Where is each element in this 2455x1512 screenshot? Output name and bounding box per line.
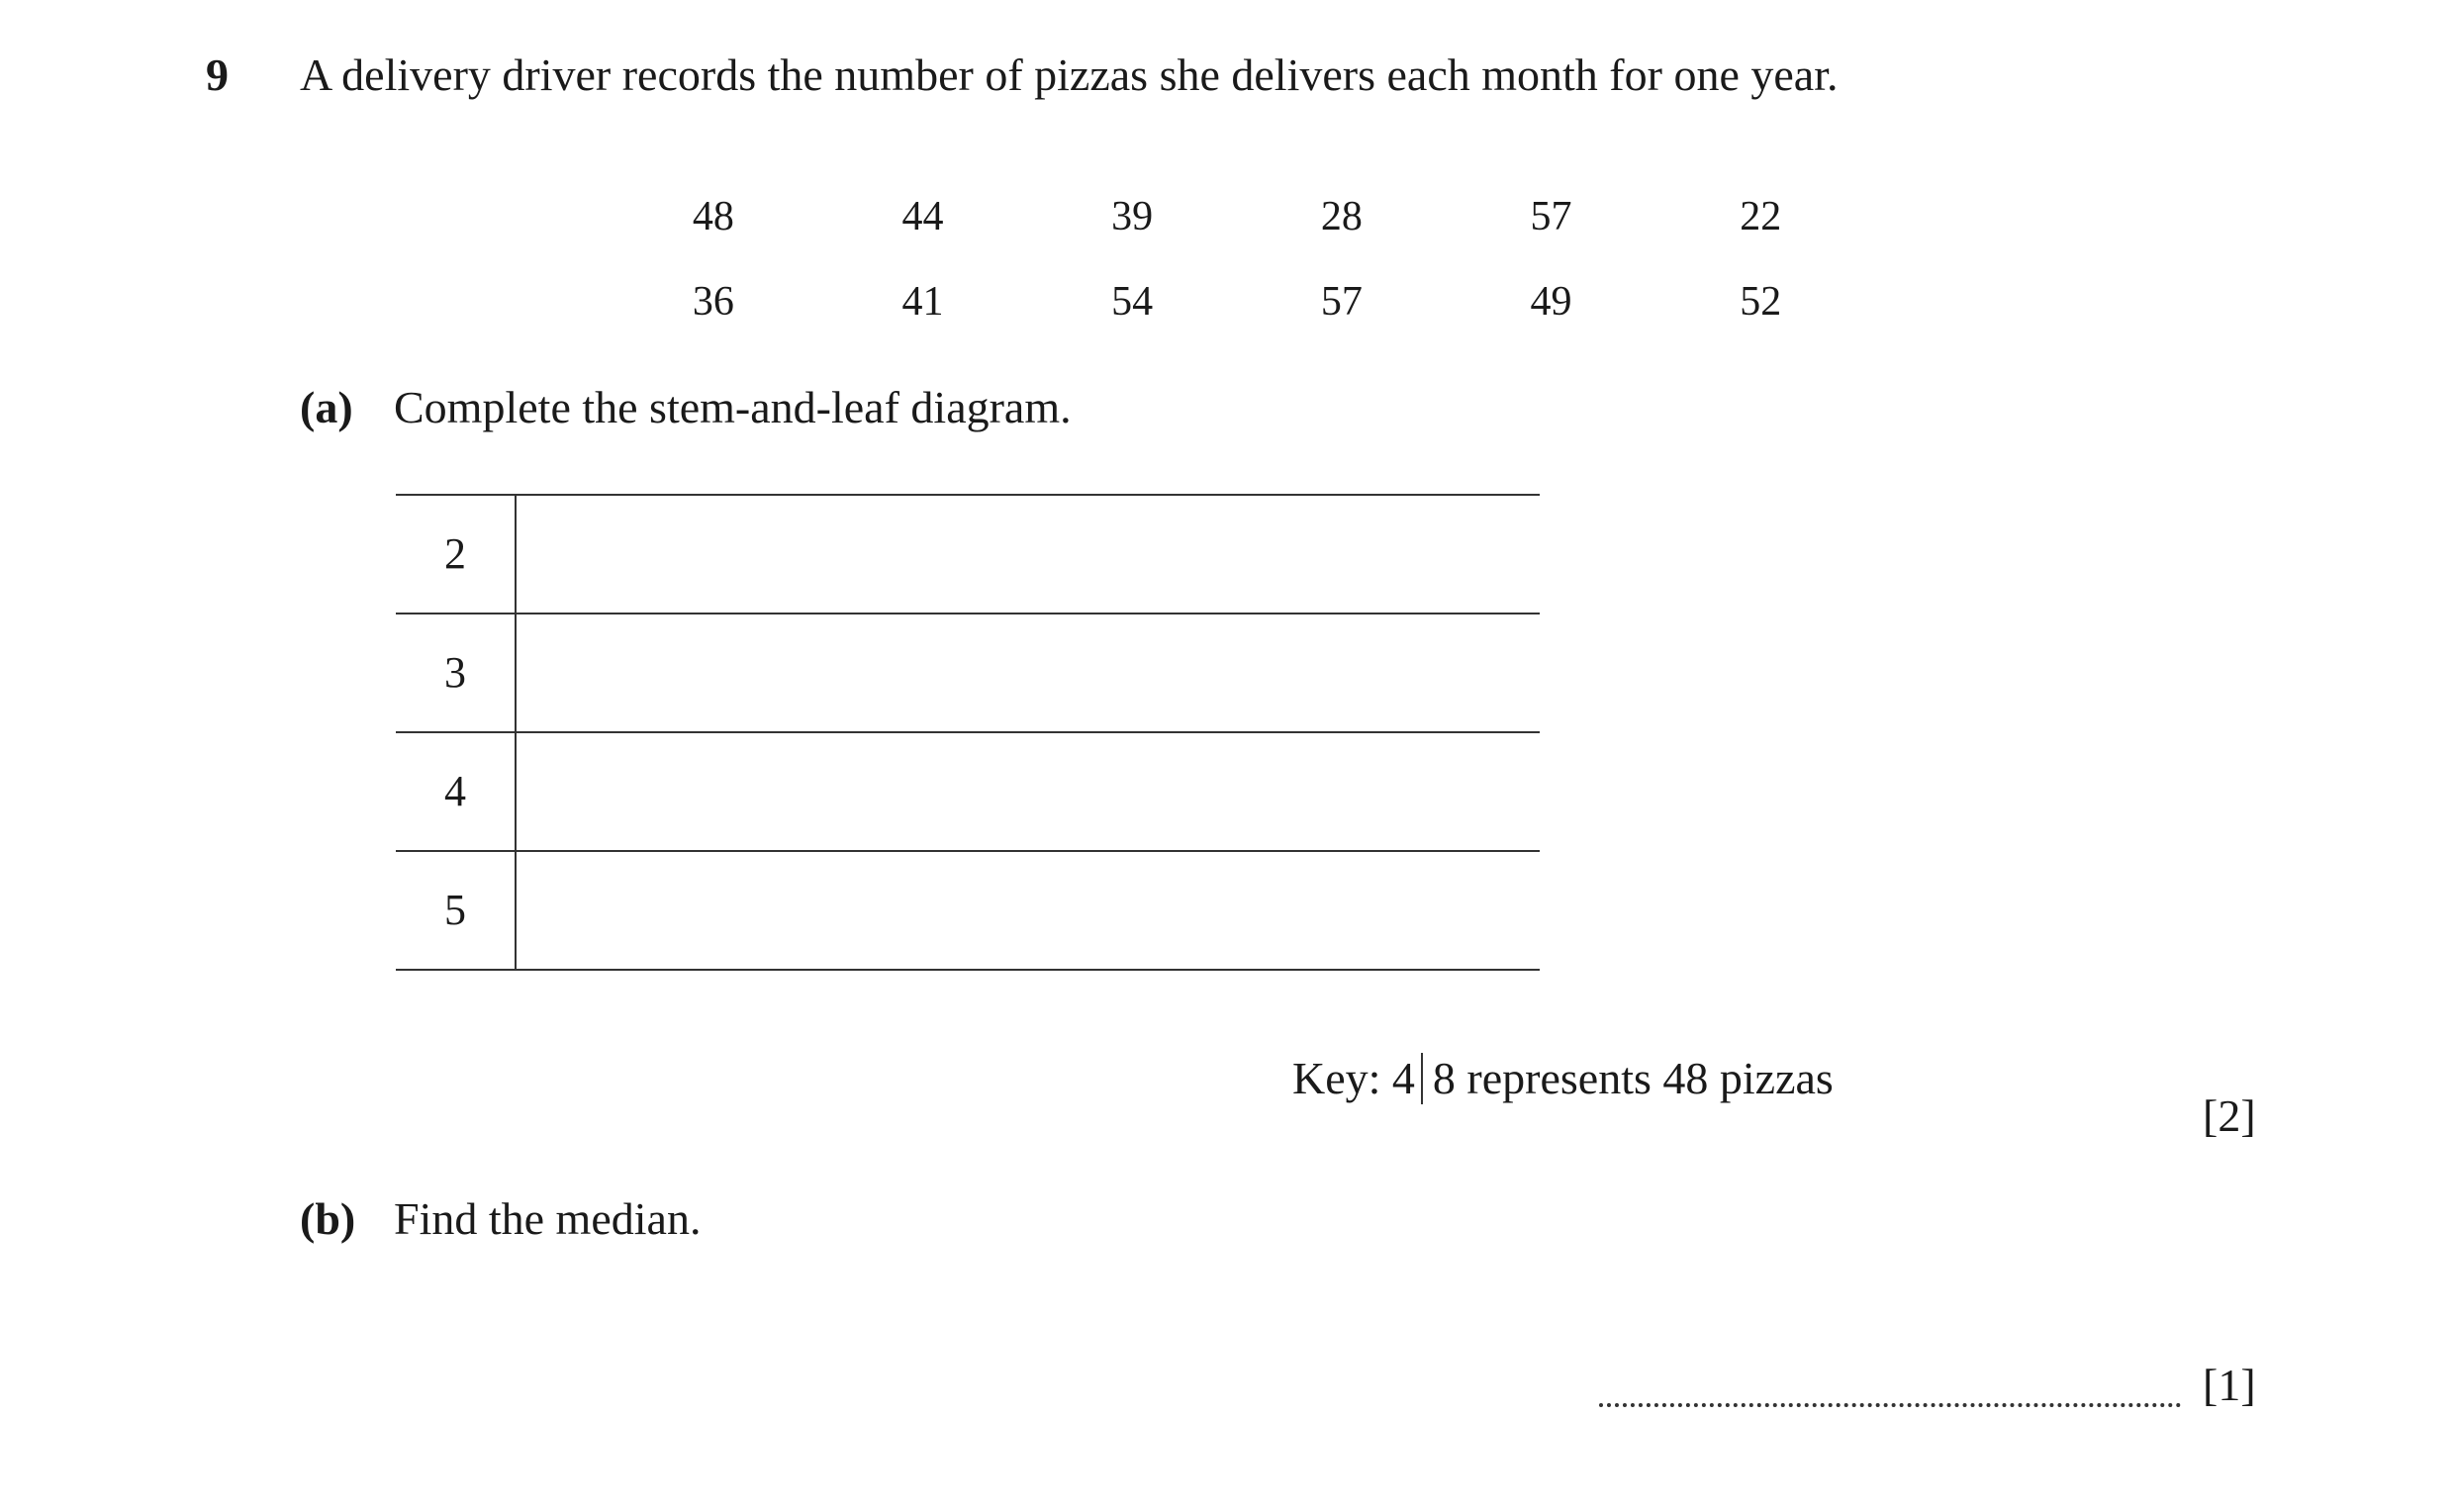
stem-row (396, 733, 1540, 852)
part-a-marks: [2] (2203, 1090, 2256, 1141)
data-value: 22 (1740, 194, 1782, 239)
data-value: 28 (1320, 194, 1363, 239)
question-number: 9 (206, 49, 229, 100)
median-answer-line[interactable] (1599, 1364, 2181, 1407)
data-row-1 (609, 174, 1865, 259)
leaves-answer-area[interactable] (517, 733, 1540, 850)
data-value: 41 (901, 279, 944, 325)
stem-and-leaf-diagram (396, 494, 1540, 971)
leaves-answer-area[interactable] (517, 496, 1540, 613)
stem-value: 5 (396, 852, 517, 969)
leaves-answer-area[interactable] (517, 852, 1540, 969)
stem-row (396, 496, 1540, 614)
leaves-answer-area[interactable] (517, 614, 1540, 731)
data-value: 36 (692, 279, 734, 325)
part-b-label: (b) (300, 1193, 356, 1244)
part-b-text: Find the median. (394, 1193, 702, 1244)
part-b-marks: [1] (2203, 1360, 2256, 1410)
data-value: 39 (1111, 194, 1154, 239)
data-values-grid (609, 174, 1865, 344)
stem-row (396, 614, 1540, 733)
data-row-2 (609, 259, 1865, 344)
data-value: 52 (1740, 279, 1782, 325)
stem-row (396, 852, 1540, 971)
key-divider (1421, 1053, 1423, 1104)
key-suffix: 8 represents 48 pizzas (1432, 1053, 1834, 1103)
stem-value: 2 (396, 496, 517, 613)
question-text: A delivery driver records the number of pizzas she delivers each month for one year. (300, 49, 1839, 100)
data-value: 48 (692, 194, 734, 239)
data-value: 57 (1530, 194, 1572, 239)
part-a-label: (a) (300, 382, 353, 432)
diagram-key (1292, 1049, 1834, 1108)
part-a-text: Complete the stem-and-leaf diagram. (394, 382, 1072, 432)
data-value: 57 (1320, 279, 1363, 325)
stem-value: 3 (396, 614, 517, 731)
stem-value: 4 (396, 733, 517, 850)
data-value: 54 (1111, 279, 1154, 325)
key-prefix: Key: 4 (1292, 1053, 1415, 1103)
data-value: 49 (1530, 279, 1572, 325)
data-value: 44 (901, 194, 944, 239)
